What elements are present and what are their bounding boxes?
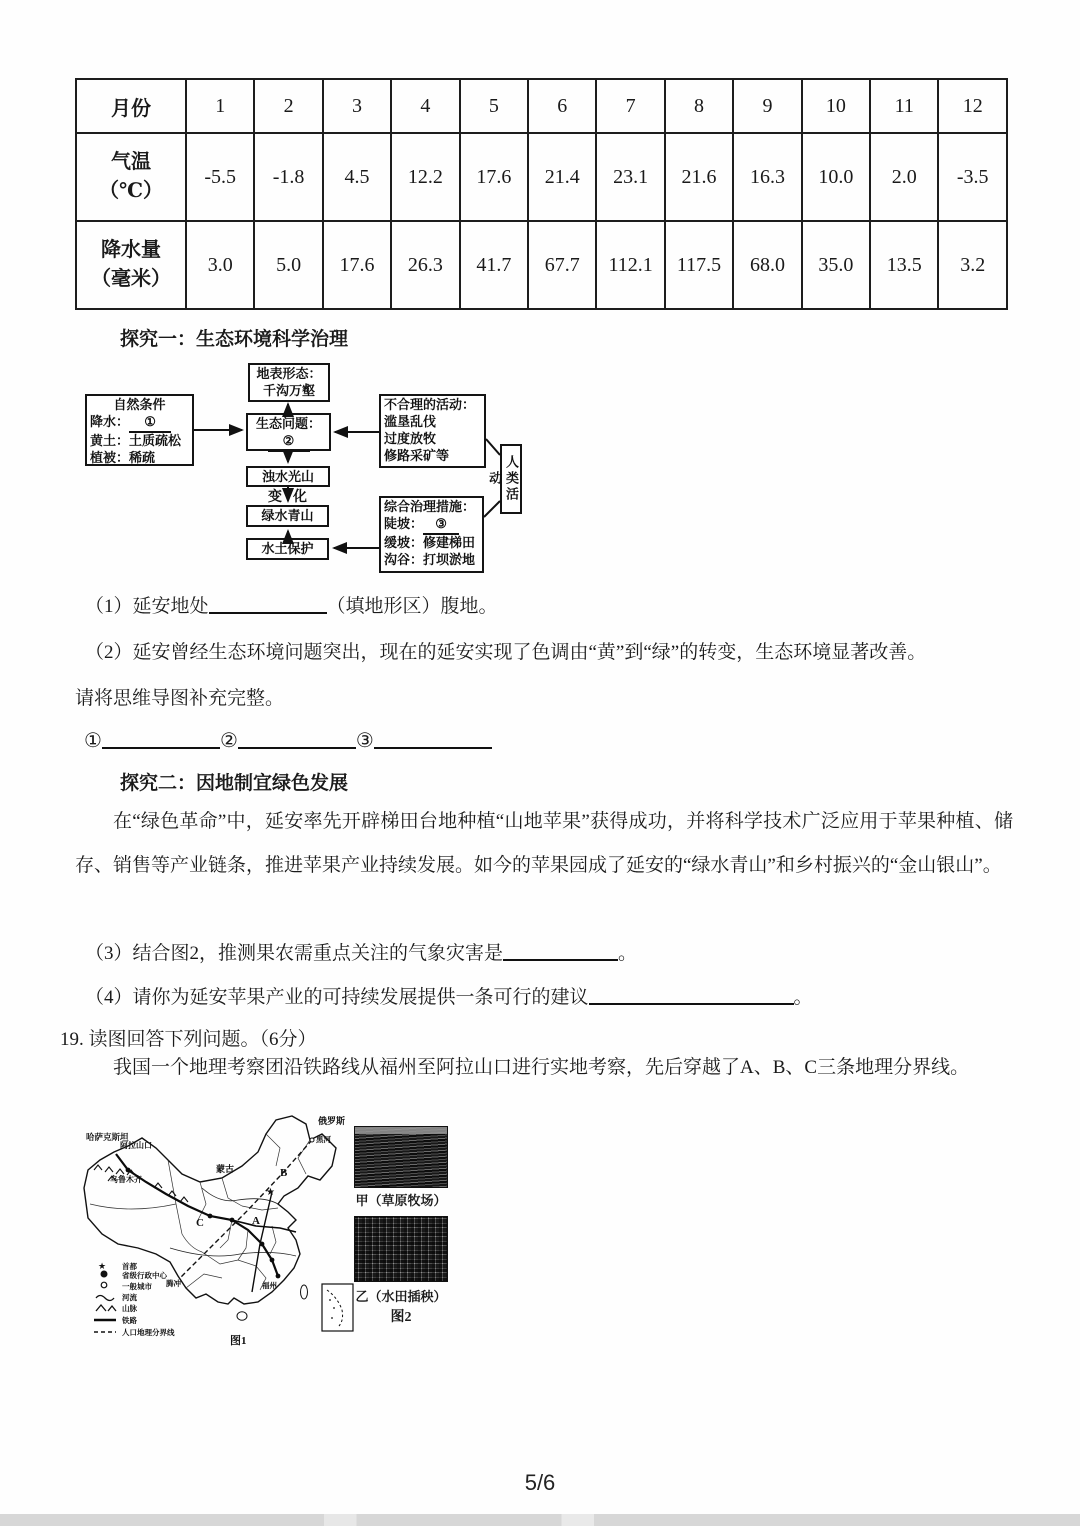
- fc-natural-loess: 黄土：土质疏松: [90, 432, 182, 448]
- table-cell: 16.3: [733, 133, 801, 221]
- fc-blank-3: ③: [423, 516, 459, 535]
- photo-grassland: [354, 1126, 448, 1188]
- fc-protect-box: 水土保护: [246, 538, 329, 560]
- photo-paddy-caption: 乙（水田插秧）: [355, 1289, 447, 1304]
- page-number: 5/6: [524, 1470, 556, 1495]
- legend-capital-label: 首都: [122, 1262, 137, 1271]
- label-fuzhou: 福州: [262, 1281, 277, 1290]
- fc-bad-line2: 滥垦乱伐: [384, 413, 437, 429]
- q3-blank: [503, 939, 618, 961]
- question-19-intro: 我国一个地理考察团沿铁路线从福州至阿拉山口进行实地考察，先后穿越了A、B、C三条地理分界线。: [113, 1057, 970, 1078]
- table-cell: 13.5: [870, 221, 938, 309]
- legend-province-capital-symbol: [101, 1271, 108, 1278]
- table-cell: 12: [938, 79, 1007, 133]
- q4-text-pre: （4）请你为延安苹果产业的可持续发展提供一条可行的建议: [85, 987, 589, 1008]
- question-3: [85, 938, 637, 965]
- table-cell: 6: [528, 79, 596, 133]
- table-cell: 4: [391, 79, 459, 133]
- legend-mountain-label: 山脉: [122, 1304, 137, 1313]
- fc-blank-2: ②: [268, 433, 310, 452]
- label-kazakhstan: 哈萨克斯坦: [86, 1132, 129, 1142]
- table-cell: 7: [596, 79, 664, 133]
- hainan-island: [237, 1312, 247, 1320]
- fc-bad-line4: 修路采矿等: [384, 447, 450, 463]
- table-cell: 68.0: [733, 221, 801, 309]
- bottom-scan-edge: [0, 1514, 1080, 1526]
- table-cell: 5: [460, 79, 528, 133]
- fc-bad-line1: 不合理的活动：: [384, 397, 476, 412]
- precip-row-label: [76, 221, 186, 309]
- table-cell: 10.0: [802, 133, 870, 221]
- table-temp-row: [76, 133, 1007, 221]
- table-cell: 1: [186, 79, 254, 133]
- precip-label-line2: （毫米）: [91, 268, 171, 290]
- map-legend: [94, 1261, 175, 1337]
- fc-natural-title: 自然条件: [113, 397, 166, 412]
- beijing-star: ★: [266, 1187, 275, 1198]
- climate-table: [75, 78, 1008, 310]
- table-cell: 21.4: [528, 133, 596, 221]
- photo-grassland-caption: 甲（草原牧场）: [355, 1193, 447, 1208]
- question-2b: 请将思维导图补充完整。: [75, 688, 285, 709]
- table-cell: 5.0: [254, 221, 322, 309]
- table-cell: 3: [323, 79, 391, 133]
- temp-row-label: [76, 133, 186, 221]
- q1-blank: [209, 592, 327, 614]
- legend-province-capital-label: 省级行政中心: [122, 1271, 167, 1280]
- label-mongolia: 蒙古: [216, 1164, 235, 1174]
- figure2-caption: 图2: [390, 1310, 412, 1325]
- table-cell: 117.5: [665, 221, 733, 309]
- fc-rain-label: 降水：: [90, 413, 130, 429]
- fc-blank-1: ①: [129, 414, 171, 433]
- legend-population-line-label: 人口地理分界线: [122, 1328, 175, 1337]
- label-urumqi: 乌鲁木齐: [110, 1175, 142, 1184]
- map-letter-B: B: [280, 1167, 288, 1179]
- fc-muddy-box: 浊水光山: [246, 466, 330, 487]
- fc-change-char1: 变: [268, 490, 282, 505]
- table-cell: 23.1: [596, 133, 664, 221]
- question-1: [85, 591, 498, 618]
- legend-river-label: 河流: [122, 1293, 137, 1302]
- table-cell: 8: [665, 79, 733, 133]
- completion-blank-1: [102, 726, 220, 749]
- circle-3: ③: [355, 730, 374, 752]
- fc-steep-label: 陡坡：: [384, 515, 424, 531]
- table-corner-cell: 月份: [76, 79, 186, 133]
- q4-blank: [589, 983, 794, 1005]
- q4-text-post: 。: [793, 987, 813, 1008]
- completion-blank-2: [238, 726, 356, 749]
- fc-surface-line1: 地表形态：: [256, 366, 322, 381]
- table-cell: 9: [733, 79, 801, 133]
- temp-label-line1: 气温: [111, 151, 151, 173]
- map-letter-C: C: [196, 1217, 204, 1229]
- fc-problem-line1: 生态问题：: [255, 416, 321, 431]
- label-russia: 俄罗斯: [318, 1116, 346, 1126]
- q3-text-post: 。: [618, 943, 638, 964]
- temp-label-line2: （℃）: [99, 180, 163, 202]
- circle-2: ②: [219, 730, 238, 752]
- table-cell: 41.7: [460, 221, 528, 309]
- table-cell: 67.7: [528, 221, 596, 309]
- table-cell: 35.0: [802, 221, 870, 309]
- figure1-caption: 图1: [230, 1335, 247, 1347]
- table-cell: 11: [870, 79, 938, 133]
- legend-mountain-symbol: [96, 1305, 116, 1311]
- table-cell: 2.0: [870, 133, 938, 221]
- fc-bad-line3: 过度放牧: [384, 430, 437, 446]
- fc-green-box: 绿水青山: [246, 505, 329, 527]
- map-letter-A: A: [252, 1215, 260, 1227]
- fc-measure-valley: 沟谷：打坝淤地: [384, 551, 476, 567]
- table-precip-row: [76, 221, 1007, 309]
- fc-human-box: 人类活动: [500, 444, 522, 514]
- legend-city-label: 一般城市: [122, 1282, 152, 1291]
- question-4: [85, 982, 813, 1009]
- table-months-row: [76, 79, 1007, 133]
- fc-natural-veg: 植被：稀疏: [90, 449, 156, 465]
- precip-label-line1: 降水量: [101, 239, 161, 261]
- population-boundary-line: [180, 1140, 312, 1278]
- table-cell: 17.6: [323, 221, 391, 309]
- flowchart-arrows: [80, 355, 540, 595]
- heihe-dot: [310, 1138, 314, 1142]
- label-tengchong: 腾冲: [166, 1279, 181, 1288]
- table-cell: 2: [254, 79, 322, 133]
- legend-capital-symbol: ★: [98, 1261, 107, 1271]
- explore1-title: 探究一：生态环境科学治理: [120, 329, 349, 350]
- table-cell: 17.6: [460, 133, 528, 221]
- question-2: （2）延安曾经生态环境问题突出，现在的延安实现了色调由“黄”到“绿”的转变，生态环境显著改善。: [85, 642, 927, 663]
- fc-change-char2: 化: [293, 490, 307, 505]
- fc-measure-gentle: 缓坡：修建梯田: [384, 534, 476, 550]
- completion-blanks-line: [84, 726, 492, 753]
- question-19-stem: 19. 读图回答下列问题。（6分）: [60, 1029, 317, 1050]
- table-cell: 12.2: [391, 133, 459, 221]
- label-heihe: 黑河: [316, 1135, 331, 1144]
- photo-paddy: [354, 1216, 448, 1282]
- q3-text-pre: （3）结合图2，推测果农需重点关注的气象灾害是: [85, 943, 504, 964]
- table-cell: 112.1: [596, 221, 664, 309]
- legend-city-symbol: [101, 1282, 107, 1288]
- table-cell: 4.5: [323, 133, 391, 221]
- completion-blank-3: [374, 726, 492, 749]
- china-map-figure1: [70, 1108, 358, 1353]
- q1-text-post: （填地形区）腹地。: [326, 596, 498, 617]
- table-cell: 3.0: [186, 221, 254, 309]
- legend-river-symbol: [96, 1296, 114, 1301]
- table-cell: 21.6: [665, 133, 733, 221]
- circle-1: ①: [84, 730, 102, 752]
- fc-measure-line1: 综合治理措施：: [384, 499, 476, 514]
- fc-surface-line2: 千沟万壑: [262, 382, 315, 398]
- table-cell: 26.3: [391, 221, 459, 309]
- explore2-title: 探究二：因地制宜绿色发展: [120, 773, 349, 794]
- explore2-paragraph: 在“绿色革命”中，延安率先开辟梯田台地种植“山地苹果”获得成功，并将科学技术广泛应用于苹果种植、储存、销售等产业链条，推进苹果产业持续发展。如今的苹果园成了延安的“绿水青山”和乡村振兴的“金山银山”。: [75, 811, 1013, 876]
- table-cell: -5.5: [186, 133, 254, 221]
- table-cell: -3.5: [938, 133, 1007, 221]
- table-cell: -1.8: [254, 133, 322, 221]
- label-alashankou: 阿拉山口: [120, 1141, 152, 1150]
- table-cell: 10: [802, 79, 870, 133]
- taiwan-island: [301, 1285, 308, 1299]
- table-cell: 3.2: [938, 221, 1007, 309]
- legend-railway-label: 铁路: [122, 1316, 137, 1325]
- q1-text-pre: （1）延安地处: [85, 596, 209, 617]
